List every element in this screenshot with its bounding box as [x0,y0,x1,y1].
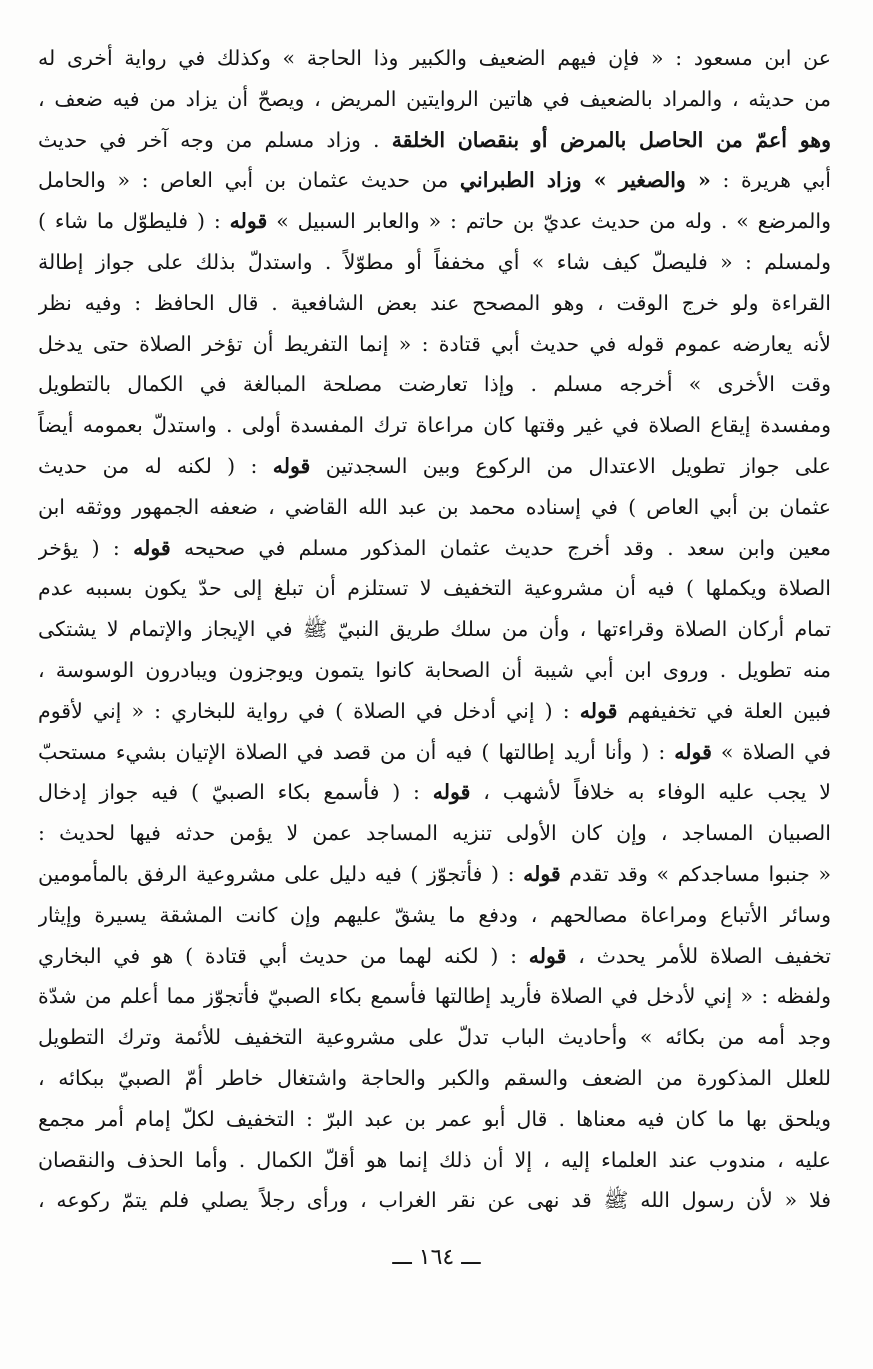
text-line [38,650,831,691]
text-line [38,38,831,79]
text-run: : ( إني أدخل في الصلاة ) في رواية للبخاري : « إني لأقوم [38,698,580,723]
text-run: فلا « لأن رسول الله ﷺ قد نهى عن نقر الغراب ، ورأى رجلاً يصلي فلم يتمّ ركوعه ، [38,1188,831,1213]
text-run: : ( لكنه له من حديث [38,453,273,478]
text-run: الصبيان المساجد ، وإن كان الأولى تنزيه المساجد عمن لا يؤمن حدثه فيها لحديث : [38,821,831,846]
text-line [38,120,831,161]
bold-text-run: قوله [528,943,567,968]
body-text [38,38,831,1221]
text-run: القراءة ولو خرج الوقت ، وهو المصحح عند بعض الشافعية . قال الحافظ : وفيه نظر [38,290,831,315]
text-line [38,936,831,977]
text-line [38,283,831,324]
text-line [38,976,831,1017]
text-run: لأنه يعارضه عموم قوله في حديث أبي قتادة : « إنما التفريط أن تؤخر الصلاة حتى يدخل [38,331,831,356]
text-line [38,364,831,405]
bold-text-run: قوله [579,698,618,723]
text-run: فبين العلة في تخفيفهم [617,698,831,723]
text-run: تمام أركان الصلاة وقراءتها ، وأن من سلك طريق النبيّ ﷺ في الإيجاز والإتمام لا يشتكى [38,617,831,642]
text-line [38,1058,831,1099]
bold-text-run: وهو أعمّ من الحاصل بالمرض أو بنقصان الخلقة [391,127,831,152]
bold-text-run: قوله [272,453,311,478]
text-line [38,1017,831,1058]
text-run: في الصلاة » [711,739,831,764]
text-line [38,487,831,528]
text-run: للعلل المذكورة من الضعف والسقم والكبر والحاجة واشتغال خاطر أمّ الصبيّ ببكائه ، [38,1065,831,1090]
text-run: ولمسلم : « فليصلّ كيف شاء » أي مخففاً أو مطوّلاً . واستدلّ بذلك على جواز إطالة [38,249,831,274]
text-run: عليه ، مندوب عند العلماء إليه ، إلا أن ذلك إنما هو أقلّ الكمال . وأما الحذف والنقصان [38,1147,831,1172]
text-line [38,1180,831,1221]
text-run: عثمان بن أبي العاص ) في إسناده محمد بن عبد الله القاضي ، ضعفه الجمهور ووثقه ابن [38,494,831,519]
text-run: : ( فليطوّل ما شاء ) [38,209,230,234]
text-line [38,1140,831,1181]
text-run: : ( يؤخر [38,535,134,560]
text-run: من حديثه ، والمراد بالضعيف في هاتين الروايتين المريض ، ويصحّ أن يزاد من فيه ضعف ، [38,86,831,111]
text-run: ولفظه : « إني لأدخل في الصلاة فأريد إطالتها فأسمع بكاء الصبيّ فأتجوّز مما أعلم من شدّة [38,984,831,1009]
text-run: : ( وأنا أريد إطالتها ) فيه أن من قصد في الصلاة الإتيان بشيء مستحبّ [38,739,675,764]
text-run: عن ابن مسعود : « فإن فيهم الضعيف والكبير وذا الحاجة » وكذلك في رواية أخرى له [38,46,831,70]
text-run: وجد أمه من بكائه » وأحاديث الباب تدلّ على مشروعية التخفيف للأئمة وترك التطويل [38,1025,831,1050]
text-run: ويلحق بها ما كان فيه معناها . قال أبو عمر بن عبد البرّ : التخفيف لكلّ إمام أمر مجمع [38,1106,831,1131]
text-line [38,813,831,854]
text-run: وسائر الأتباع ومراعاة مصالحهم ، ودفع ما يشقّ عليهم وإن كانت المشقة يسيرة وإيثار [38,902,831,927]
text-line [38,79,831,120]
bold-text-run: قوله [229,209,268,234]
bold-text-run: قوله [133,535,171,560]
text-run: الصلاة ويكملها ) فيه أن مشروعية التخفيف لا تستلزم أن تبلغ إلى حدّ يكون بسببه عدم [38,576,831,601]
text-run: « جنبوا مساجدكم » وقد تقدم [560,861,831,886]
text-line [38,1099,831,1140]
bold-text-run: قوله [674,739,712,764]
text-line [38,691,831,732]
text-line [38,609,831,650]
text-run: وقت الأخرى » أخرجه مسلم . وإذا تعارضت مصلحة المبالغة في الكمال بالتطويل [38,372,831,397]
text-line [38,772,831,813]
text-line [38,201,831,242]
text-run: على جواز تطويل الاعتدال من الركوع وبين السجدتين [310,453,831,478]
text-run: : ( فأتجوّز ) فيه دليل على مشروعية الرفق بالمأمومين [38,861,524,886]
text-run: تخفيف الصلاة للأمر يحدث ، [566,943,831,968]
text-line [38,568,831,609]
text-run: من حديث عثمان بن أبي العاص : « والحامل [38,168,460,193]
text-run: ومفسدة إيقاع الصلاة في غير وقتها كان مراعاة ترك المفسدة أولى . واستدلّ بعمومه أيضاً [38,413,831,438]
text-line [38,160,831,201]
text-run: : ( لكنه لهما من حديث أبي قتادة ) هو في البخاري [38,943,529,968]
text-run: والمرضع » . وله من حديث عديّ بن حاتم : « والعابر السبيل » [267,209,831,234]
text-run: معين وابن سعد . وقد أخرج حديث عثمان المذكور مسلم في صحيحه [170,535,831,560]
text-run: : ( فأسمع بكاء الصبيّ ) فيه جواز إدخال [38,780,433,805]
text-line [38,732,831,773]
text-run: لا يجب عليه الوفاء به خلافاً لأشهب ، [470,780,831,805]
bold-text-run: قوله [523,861,561,886]
bold-text-run: قوله [432,780,471,805]
text-line [38,895,831,936]
text-run: أبي هريرة : [710,168,831,193]
text-line [38,405,831,446]
text-line [38,854,831,895]
bold-text-run: « والصغير » وزاد الطبراني [459,168,711,193]
text-run: . وزاد مسلم من وجه آخر في حديث [38,127,392,152]
page-number: ـــ ١٦٤ ـــ [392,1245,481,1270]
text-line [38,242,831,283]
text-line [38,528,831,569]
text-line [38,324,831,365]
text-run: منه تطويل . وروى ابن أبي شيبة أن الصحابة كانوا يتمون ويوجزون ويبادرون الوسوسة ، [38,657,831,682]
text-line [38,446,831,487]
